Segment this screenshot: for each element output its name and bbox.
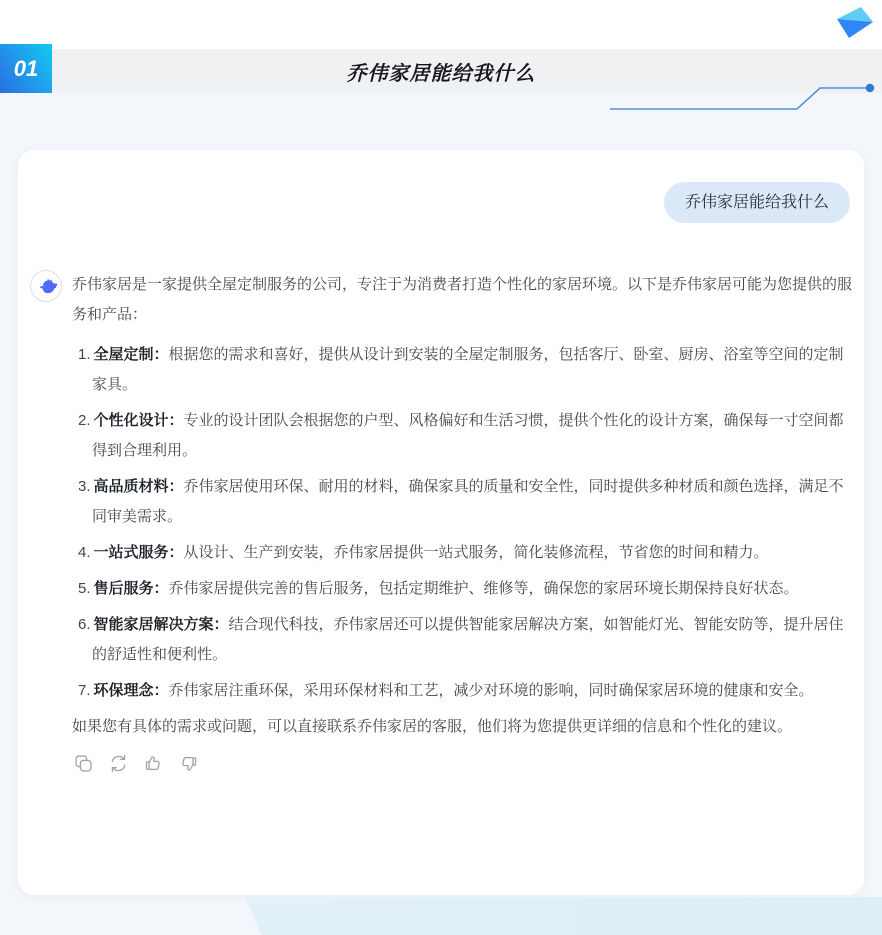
list-item: 6. 智能家居解决方案：结合现代科技，乔伟家居还可以提供智能家居解决方案，如智能灯光、智能安防等，提升居住的舒适性和便利性。	[78, 616, 844, 663]
message-action-bar	[72, 752, 854, 774]
regenerate-icon	[108, 753, 129, 774]
thumbs-down-icon	[178, 753, 199, 774]
list-item: 2. 个性化设计：专业的设计团队会根据您的户型、风格偏好和生活习惯，提供个性化的设计方案，确保每一寸空间都得到合理利用。	[78, 412, 844, 459]
decor-line-dot	[866, 84, 874, 92]
list-item: 1. 全屋定制：根据您的需求和喜好，提供从设计到安装的全屋定制服务，包括客厅、卧室、厨房、浴室等空间的定制家具。	[78, 346, 844, 393]
section-badge: 01	[0, 44, 52, 93]
thumbs-up-icon	[143, 753, 164, 774]
decor-line	[600, 80, 882, 116]
thumbs-up-button[interactable]	[142, 752, 164, 774]
copy-button[interactable]	[72, 752, 94, 774]
assistant-message-body	[72, 270, 854, 774]
top-strip	[0, 0, 882, 49]
service-list	[72, 340, 854, 706]
page-title: 乔伟家居能给我什么	[346, 62, 536, 85]
user-message-bubble: 乔伟家居能给我什么	[664, 182, 850, 223]
chat-card	[18, 150, 864, 895]
assistant-avatar	[30, 270, 62, 302]
corner-arrow-icon	[834, 5, 874, 39]
assistant-intro: 乔伟家居是一家提供全屋定制服务的公司，专注于为消费者打造个性化的家居环境。以下是乔伟家居可能为您提供的服务和产品：	[72, 276, 853, 323]
list-item: 3. 高品质材料：乔伟家居使用环保、耐用的材料，确保家具的质量和安全性，同时提供多种材质和颜色选择，满足不同审美需求。	[78, 478, 844, 525]
copy-icon	[73, 753, 94, 774]
thumbs-down-button[interactable]	[177, 752, 199, 774]
list-item: 7. 环保理念：乔伟家居注重环保，采用环保材料和工艺，减少对环境的影响，同时确保家居环境的健康和安全。	[78, 682, 814, 699]
list-item: 5. 售后服务：乔伟家居提供完善的售后服务，包括定期维护、维修等，确保您的家居环境长期保持良好状态。	[78, 580, 799, 597]
assistant-message	[30, 270, 854, 774]
whale-icon	[36, 276, 57, 297]
regenerate-button[interactable]	[107, 752, 129, 774]
assistant-outro: 如果您有具体的需求或问题，可以直接联系乔伟家居的客服，他们将为您提供更详细的信息和个性化的建议。	[72, 718, 793, 735]
list-item: 4. 一站式服务：从设计、生产到安装，乔伟家居提供一站式服务，简化装修流程，节省您的时间和精力。	[78, 544, 769, 561]
bottom-decor	[0, 897, 882, 935]
